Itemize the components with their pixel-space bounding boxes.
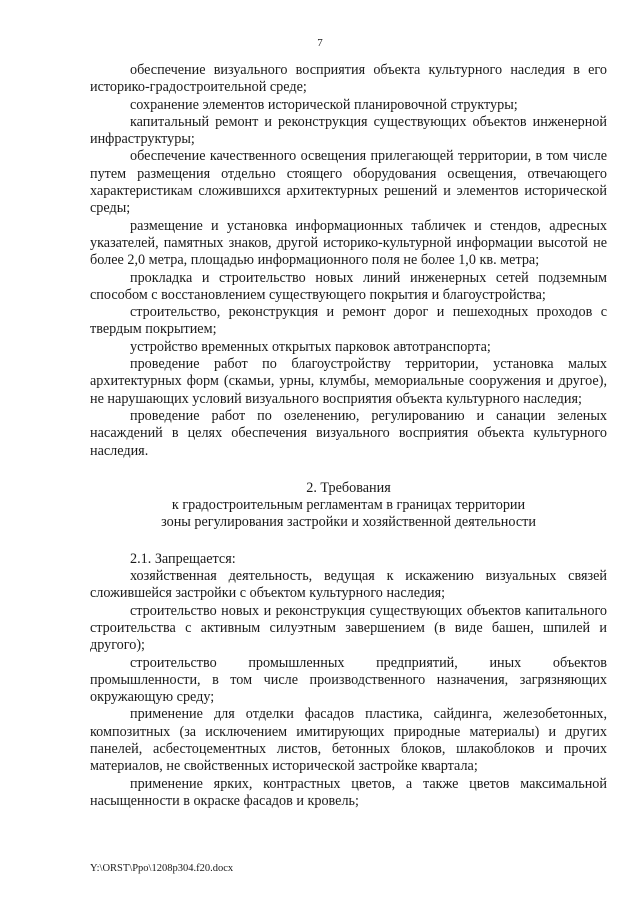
section-subtitle: к градостроительным регламентам в границах территории — [171, 497, 526, 514]
list-item: устройство временных открытых парковок автотранспорта; — [130, 338, 491, 355]
list-item: хозяйственная деятельность, ведущая к искажению визуальных связей сложившейся застройки с объектом культурного наследия; — [90, 568, 607, 602]
list-item: строительство новых и реконструкция существующих объектов капитального строительства с активным силуэтным завершением (в виде башен, шпилей и другого); — [90, 602, 607, 654]
list-item: капитальный ремонт и реконструкция существующих объектов инженерной инфраструктуры; — [90, 113, 607, 148]
list-item: проведение работ по благоустройству территории, установка малых архитектурных форм (скамьи, урны, клумбы, мемориальные сооружения и другое), не нарушающих условий визуального восприятия объекта культурного наследия; — [90, 356, 607, 407]
page-number: 7 — [317, 37, 323, 49]
list-item: обеспечение визуального восприятия объекта культурного наследия в его историко-градостроительной среде; — [90, 62, 607, 96]
subsection-heading: 2.1. Запрещается: — [130, 550, 236, 567]
list-item: применение для отделки фасадов пластика, сайдинга, железобетонных, композитных (за исключением имитирующих природные материалы) и других панелей, асбестоцементных листов, бетонных блоков, шлакоблоков и прочих материалов, не свойственных исторической застройке квартала; — [90, 706, 607, 775]
document-body — [90, 62, 607, 810]
list-item: прокладка и строительство новых линий инженерных сетей подземным способом с восстановлением существующего покрытия и благоустройства; — [90, 269, 607, 303]
list-item: размещение и установка информационных табличек и стендов, адресных указателей, памятных знаков, другой историко-культурной информации высотой не более 2,0 метра, площадью информационного поля не более 1,0 кв. метра; — [90, 217, 607, 269]
list-item: обеспечение качественного освещения прилегающей территории, в том числе путем размещения отдельно стоящего оборудования освещения, отвечающего характеристикам сложившихся архитектурных решений и элементов исторической среды; — [90, 148, 607, 217]
section-title: 2. Требования — [306, 479, 391, 496]
list-item: строительство, реконструкция и ремонт дорог и пешеходных проходов с твердым покрытием; — [90, 304, 607, 338]
file-path-footer: Y:\ORST\Ppo\1208p304.f20.docx — [90, 863, 234, 874]
list-item: проведение работ по озеленению, регулированию и санации зеленых насаждений в целях обеспечения визуального восприятия объекта культурного наследия. — [90, 407, 607, 459]
list-item: сохранение элементов исторической планировочной структуры; — [130, 96, 518, 113]
section-subtitle: зоны регулирования застройки и хозяйственной деятельности — [161, 514, 536, 531]
list-item: строительство промышленных предприятий, иных объектов промышленности, в том числе производственного назначения, загрязняющих окружающую среду; — [90, 654, 607, 706]
list-item: применение ярких, контрастных цветов, а также цветов максимальной насыщенности в окраске фасадов и кровель; — [90, 775, 607, 809]
